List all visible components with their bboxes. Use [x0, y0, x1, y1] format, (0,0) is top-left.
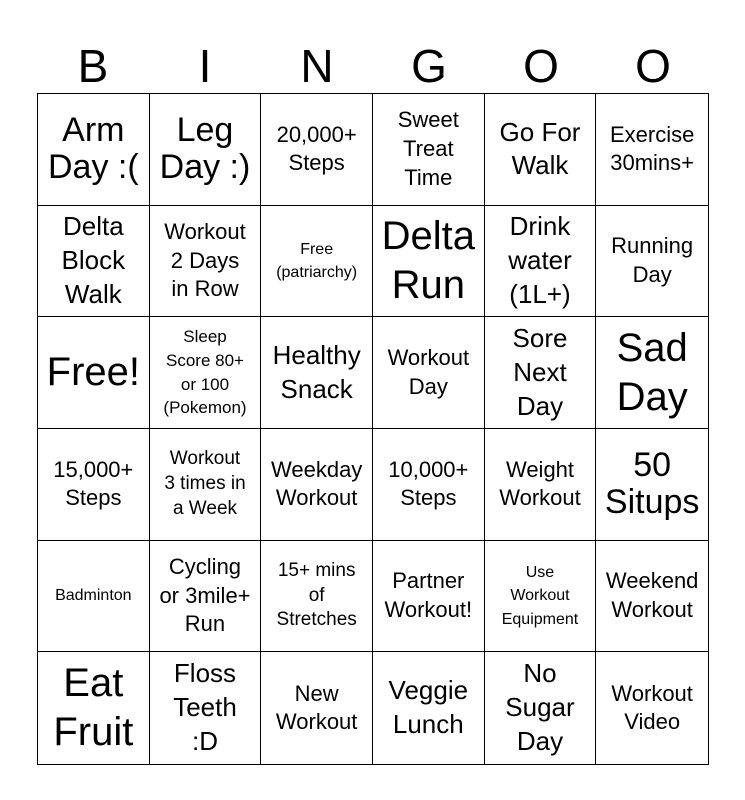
bingo-square[interactable]: Cycling or 3mile+ Run [150, 541, 262, 653]
bingo-square[interactable]: 15,000+ Steps [38, 429, 150, 541]
bingo-square[interactable]: 20,000+ Steps [261, 94, 373, 206]
bingo-square[interactable]: Drink water (1L+) [485, 206, 597, 318]
bingo-square[interactable]: Workout Video [611, 680, 693, 735]
bingo-square[interactable]: Workout Day [373, 317, 485, 429]
bingo-square[interactable]: Free (patriarchy) [261, 206, 373, 318]
header-letter-3: N [300, 40, 334, 92]
bingo-square[interactable]: Workout 2 Days in Row [150, 206, 262, 318]
header-letter-2: I [198, 40, 212, 92]
bingo-square[interactable]: Sad Day [596, 317, 708, 429]
bingo-square[interactable]: Running Day [596, 206, 708, 318]
bingo-square[interactable]: Arm Day :( [38, 94, 150, 206]
bingo-square[interactable]: Weight Workout [485, 429, 597, 541]
header-letter-6: O [635, 40, 671, 92]
bingo-square[interactable]: Weekend Workout [596, 541, 708, 653]
bingo-header [37, 38, 709, 94]
bingo-square[interactable]: Veggie Lunch [373, 652, 485, 764]
bingo-square[interactable]: No Sugar Day [485, 652, 597, 764]
bingo-square[interactable]: Free! [38, 317, 150, 429]
bingo-square[interactable]: Go For Walk [485, 94, 597, 206]
bingo-square[interactable]: Delta Block Walk [38, 206, 150, 318]
bingo-square[interactable]: Healthy Snack [261, 317, 373, 429]
bingo-square[interactable]: Delta Run [373, 206, 485, 318]
bingo-square[interactable]: Eat Fruit [38, 652, 150, 764]
bingo-square[interactable]: Partner Workout! [373, 541, 485, 653]
bingo-square[interactable]: Sore Next Day [485, 317, 597, 429]
bingo-square[interactable]: Exercise 30mins+ [596, 94, 708, 206]
bingo-square[interactable]: 15+ mins of Stretches [261, 541, 373, 653]
header-letter-1: B [77, 40, 109, 92]
bingo-square[interactable]: Floss Teeth :D [150, 652, 262, 764]
bingo-square[interactable]: Use Workout Equipment [485, 541, 597, 653]
bingo-square[interactable]: Badminton [38, 541, 150, 653]
bingo-square[interactable]: Leg Day :) [150, 94, 262, 206]
bingo-square[interactable]: Sleep Score 80+ or 100 (Pokemon) [150, 317, 262, 429]
bingo-square[interactable]: Weekday Workout [261, 429, 373, 541]
bingo-square[interactable]: Sweet Treat Time [373, 94, 485, 206]
header-letter-5: O [523, 40, 559, 92]
bingo-square[interactable]: 50 Situps [596, 429, 708, 541]
header-letter-4: G [411, 40, 447, 92]
bingo-square[interactable]: New Workout [261, 652, 373, 764]
bingo-square[interactable]: Workout 3 times in a Week [150, 429, 262, 541]
bingo-card-grid [37, 93, 709, 765]
bingo-square[interactable]: 10,000+ Steps [373, 429, 485, 541]
